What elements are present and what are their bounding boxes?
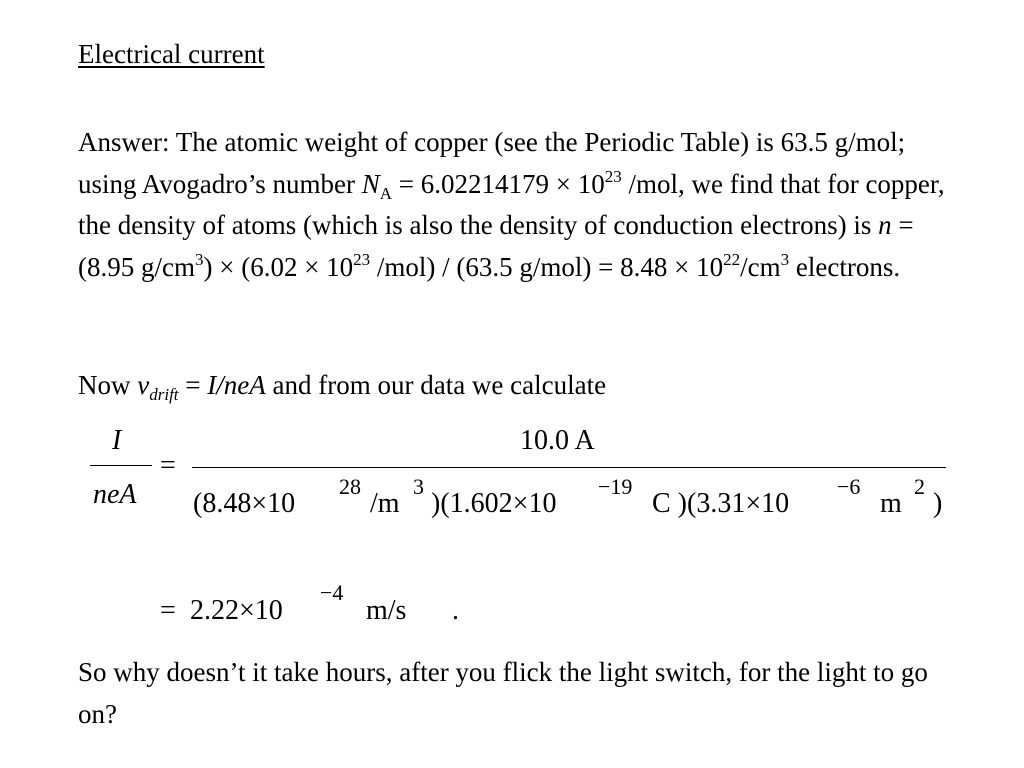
exponent-3-a: 3 xyxy=(194,249,204,269)
den-part-6: ) xyxy=(933,488,943,519)
drift-velocity-line xyxy=(78,365,606,405)
answer-text-6: /mol) / (63.5 g/mol) = 8.48 × 10 xyxy=(370,251,724,282)
rhs-numerator: 10.0 A xyxy=(520,425,595,456)
answer-text-8: electrons. xyxy=(789,251,901,282)
slide-title: Electrical current xyxy=(78,39,265,69)
result-exponent: −4 xyxy=(320,580,344,605)
den-exp-3: 3 xyxy=(413,474,424,499)
avogadro-subscript: A xyxy=(379,183,393,203)
lhs-denominator: neA xyxy=(93,479,137,510)
exponent-22: 22 xyxy=(723,249,741,269)
den-exp-minus-19: −19 xyxy=(598,474,633,499)
avogadro-symbol: N xyxy=(361,168,380,199)
answer-text-7: /cm xyxy=(740,251,781,282)
result-period: . xyxy=(452,595,459,626)
den-exp-28: 28 xyxy=(339,474,361,499)
den-part-3: )(1.602×10 xyxy=(431,488,557,519)
den-part-4: C )(3.31×10 xyxy=(652,488,790,519)
density-symbol: n xyxy=(878,210,892,240)
rhs-fraction-bar xyxy=(192,467,946,468)
drift-subscript: drift xyxy=(149,385,179,404)
lhs-fraction-bar xyxy=(90,465,152,466)
result-equals-sign: = xyxy=(160,595,176,626)
den-part-2: /m xyxy=(370,488,400,519)
result-value: 2.22×10 xyxy=(190,595,283,626)
equals-sign: = xyxy=(160,450,176,481)
den-part-5: m xyxy=(880,488,902,519)
den-exp-2: 2 xyxy=(914,474,925,499)
answer-text-4: = (8.95 g/cm xyxy=(78,210,914,282)
answer-text-2: = 6.02214179 × 10 xyxy=(392,168,605,199)
now-text-3: and from our data we calculate xyxy=(265,370,607,400)
exponent-23-b: 23 xyxy=(353,249,371,269)
now-text-2: = xyxy=(178,370,208,400)
answer-text-3: /mol, we find that for copper, the density of atoms (which is also the density of conduction electrons) is xyxy=(78,168,945,240)
result-unit: m/s xyxy=(366,595,407,626)
den-exp-minus-6: −6 xyxy=(837,474,861,499)
exponent-23-a: 23 xyxy=(604,166,622,186)
drift-formula: I/neA xyxy=(207,370,266,400)
answer-paragraph xyxy=(78,122,968,288)
den-part-1: (8.48×10 xyxy=(193,488,296,519)
lhs-numerator: I xyxy=(112,425,122,456)
answer-text-1: Answer: The atomic weight of copper (see the Periodic Table) is 63.5 g/mol; using Avogadro’s number xyxy=(78,127,906,199)
now-text-1: Now xyxy=(78,370,138,400)
closing-question: So why doesn’t it take hours, after you flick the light switch, for the light to go on? xyxy=(78,657,928,729)
velocity-symbol: v xyxy=(137,370,150,400)
answer-text-5: ) × (6.02 × 10 xyxy=(203,251,354,282)
exponent-3-b: 3 xyxy=(780,249,790,269)
